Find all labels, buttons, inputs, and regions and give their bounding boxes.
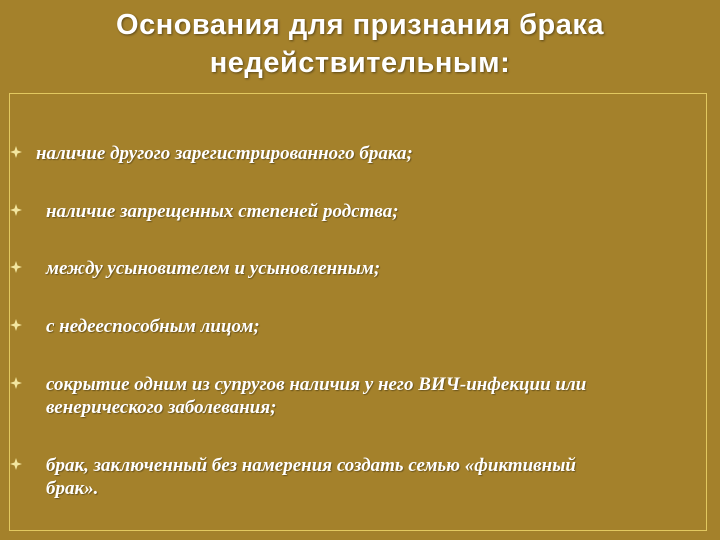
list-item — [10, 454, 680, 500]
bullet-text: брак, заключенный без намерения создать семью «фиктивный брак». — [46, 455, 576, 499]
diamond-bullet-icon — [10, 146, 22, 158]
bullet-text: с недееспособным лицом; — [46, 316, 260, 337]
list-item — [10, 315, 680, 338]
title-line-2: недействительным: — [209, 47, 511, 79]
diamond-bullet-icon — [10, 261, 22, 273]
diamond-bullet-icon — [10, 458, 22, 470]
diamond-bullet-icon — [10, 319, 22, 331]
diamond-bullet-icon — [10, 377, 22, 389]
slide-title — [0, 6, 720, 82]
bullet-text: наличие другого зарегистрированного брака; — [36, 143, 413, 164]
bullet-text: сокрытие одним из супругов наличия у него ВИЧ-инфекции или венерического заболевания; — [46, 374, 587, 418]
list-item — [10, 373, 680, 419]
bullet-text: между усыновителем и усыновленным; — [46, 258, 381, 279]
list-item — [10, 200, 680, 223]
bullet-text: наличие запрещенных степеней родства; — [46, 201, 399, 222]
diamond-bullet-icon — [10, 204, 22, 216]
title-line-1: Основания для признания брака — [116, 9, 604, 41]
list-item — [10, 142, 680, 165]
list-item — [10, 257, 680, 280]
